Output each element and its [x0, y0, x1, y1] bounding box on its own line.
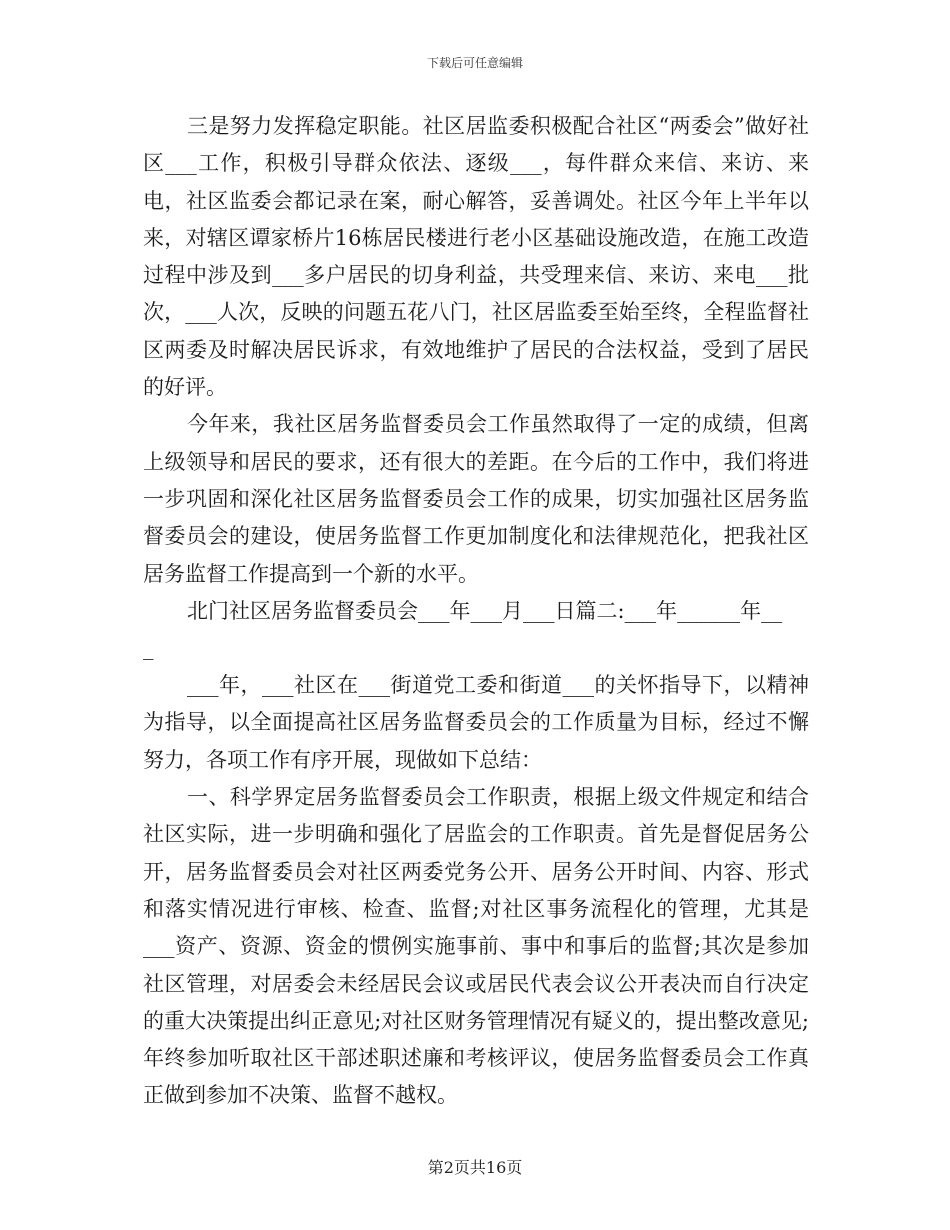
- paragraph-summary-intro: ___年，___社区在___街道党工委和街道___的关怀指导下，以精神为指导，以全面提高社区居务监督委员会的工作质量为目标，经过不懈努力，各项工作有序开展，现做如下总结：: [143, 673, 809, 772]
- paragraph-future-work: 今年来，我社区居务监督委员会工作虽然取得了一定的成绩，但离上级领导和居民的要求，还有很大的差距。在今后的工作中，我们将进一步巩固和深化社区居务监督委员会工作的成果，切实加强社区居务监督委员会的建设，使居务监督工作更加制度化和法律规范化，把我社区居务监督工作提高到一个新的水平。: [143, 412, 809, 586]
- paragraph-underscore-mark: _: [143, 636, 154, 661]
- paragraph-stability-function: 三是努力发挥稳定职能。社区居监委积极配合社区“两委会”做好社区___工作，积极引导群众依法、逐级___，每件群众来信、来访、来电，社区监委会都记录在案，耐心解答，妥善调处。社区今年上半年以来，对辖区谭家桥片16栋居民楼进行老小区基础设施改造，在施工改造过程中涉及到___多户居民的切身利益，共受理来信、来访、来电___批次，___人次，反映的问题五花八门，社区居监委至始至终，全程监督社区两委及时解决居民诉求，有效地维护了居民的合法权益，受到了居民的好评。: [143, 114, 809, 400]
- page-footer-number: 第2页共16页: [427, 1158, 523, 1177]
- paragraph-duties: 一、科学界定居务监督委员会工作职责，根据上级文件规定和结合社区实际，进一步明确和强化了居监会的工作职责。首先是督促居务公开，居务监督委员会对社区两委党务公开、居务公开时间、内容、形式和落实情况进行审核、检查、监督;对社区事务流程化的管理，尤其是___资产、资源、资金的惯例实施事前、事中和事后的监督;其次是参加社区管理，对居委会未经居民会议或居民代表会议公开表决而自行决定的重大决策提出纠正意见;对社区财务管理情况有疑义的，提出整改意见;年终参加听取社区干部述职述廉和考核评议，使居务监督委员会工作真正做到参加不决策、监督不越权。: [143, 785, 809, 1108]
- document-body: [143, 108, 809, 1115]
- paragraph-signature-line: 北门社区居务监督委员会___年___月___日篇二:___年______年__: [187, 598, 783, 623]
- page-header-note: 下载后可任意编辑: [426, 56, 523, 70]
